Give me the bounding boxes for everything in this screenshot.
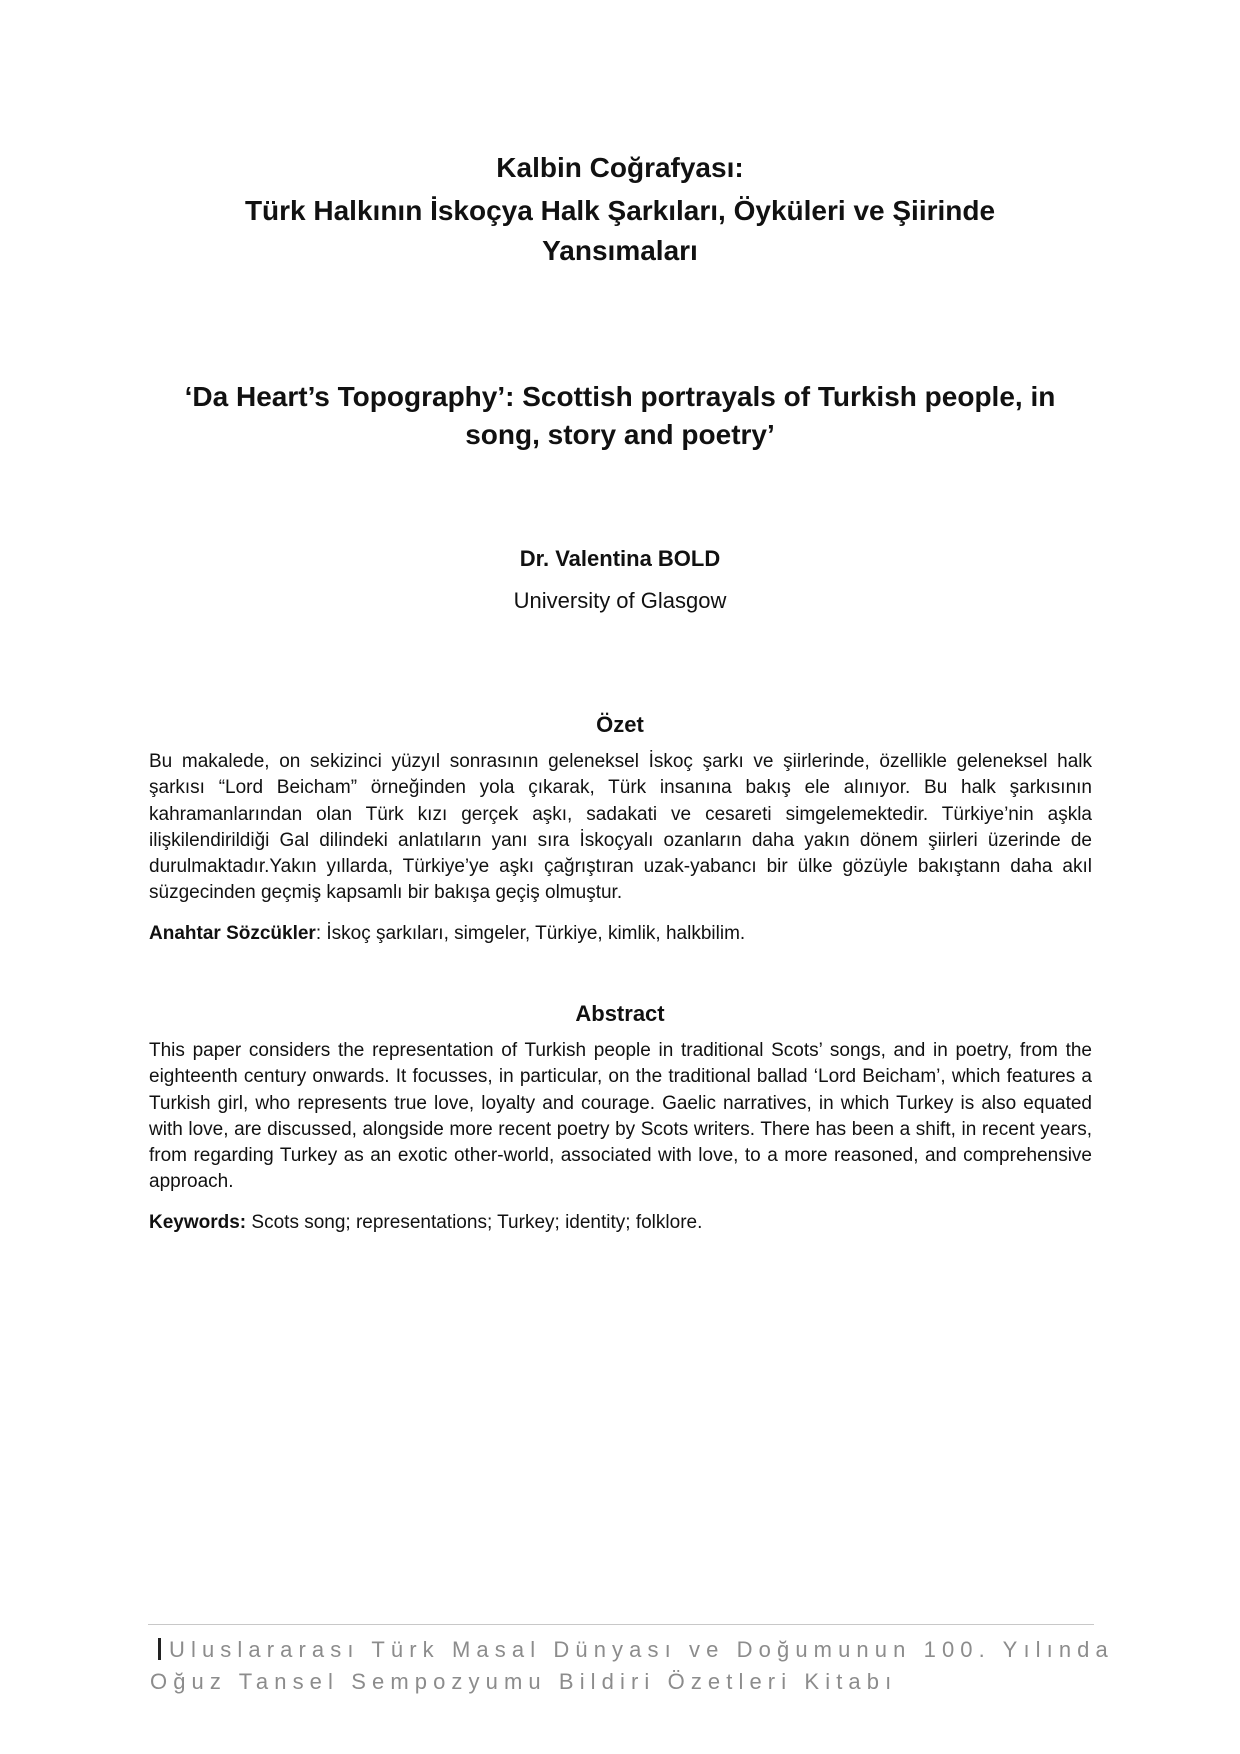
- footer-line-1: [150, 1634, 1114, 1666]
- turkish-keywords: [149, 921, 1092, 947]
- turkish-keywords-list: : İskoç şarkıları, simgeler, Türkiye, kimlik, halkbilim.: [315, 923, 746, 944]
- footer-bar-mark: [158, 1638, 161, 1660]
- english-keywords: [149, 1210, 1092, 1236]
- page-footer: [150, 1634, 1114, 1698]
- turkish-title-line-3: Yansımaları: [542, 235, 698, 266]
- footer-line-2: Oğuz Tansel Sempozyumu Bildiri Özetleri Kitabı: [150, 1669, 898, 1694]
- english-title: [150, 378, 1090, 454]
- abstract-paragraph: This paper considers the representation of Turkish people in traditional Scots’ songs, and in poetry, from the eighteenth century onwards. It focusses, in particular, on the traditional ballad ‘Lord Beicham’, which features a Turkish girl, who represents true love, loyalty and courage. Gaelic narratives, in which Turkey is also equated with love, are discussed, alongside more recent poetry by Scots writers. There has been a shift, in recent years, from regarding Turkey as an exotic other-world, associated with love, to a more reasoned, and comprehensive approach.: [149, 1040, 1092, 1193]
- footer-line-1-text: Uluslararası Türk Masal Dünyası ve Doğumunun 100. Yılında: [169, 1637, 1114, 1662]
- english-keywords-list: Scots song; representations; Turkey; identity; folklore.: [246, 1212, 703, 1233]
- ozet-paragraph: Bu makalede, on sekizinci yüzyıl sonrasının geleneksel İskoç şarkı ve şiirlerinde, özellikle geleneksel halk şarkısı “Lord Beicham” örneğinden yola çıkarak, Türk insanına bakış ele alınıyor. Bu halk şarkısının kahramanlarından olan Türk kızı gerçek aşkı, sadakati ve cesareti simgelemektedir. Türkiye’nin aşkla ilişkilendirildiği Gal dilindeki anlatıların yanı sıra İskoçyalı ozanların daha yakın dönem şiirleri üzerinde de durulmaktadır.Yakın yıllarda, Türkiye’ye aşkı çağrıştıran uzak-yabancı bir ülke gözüyle bakıştann daha akıl süzgecinden geçmiş kapsamlı bir bakışa geçiş olmuştur.: [149, 751, 1092, 904]
- english-title-line-2: song, story and poetry’: [465, 419, 775, 450]
- english-title-line-1: ‘Da Heart’s Topography’: Scottish portrayals of Turkish people, in: [184, 381, 1056, 412]
- turkish-title-line-2: Türk Halkının İskoçya Halk Şarkıları, Öyküleri ve Şiirinde: [244, 195, 996, 226]
- english-keywords-label: Keywords:: [149, 1212, 247, 1233]
- turkish-keywords-label: Anahtar Sözcükler: [149, 923, 316, 944]
- ozet-heading: Özet: [596, 712, 644, 737]
- author-name: Dr. Valentina BOLD: [519, 546, 721, 571]
- footer-divider: [148, 1624, 1094, 1625]
- turkish-title-line-1: Kalbin Coğrafyası:: [496, 152, 744, 183]
- author-affiliation: University of Glasgow: [513, 588, 727, 613]
- abstract-heading: Abstract: [575, 1001, 665, 1026]
- turkish-title: [150, 145, 1090, 271]
